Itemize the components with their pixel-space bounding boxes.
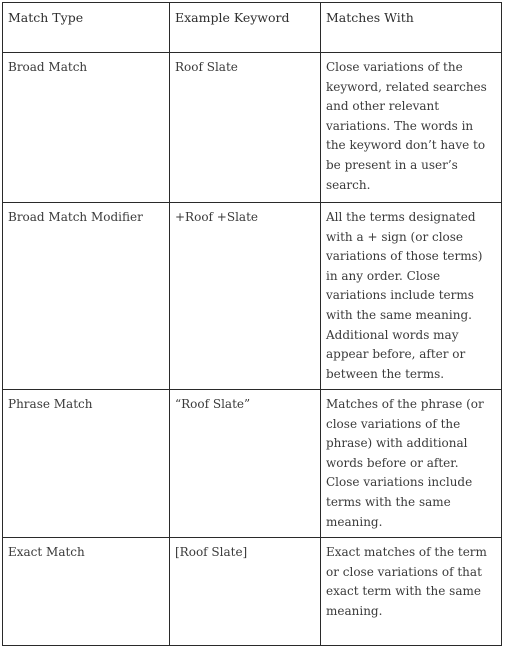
matches-with-cell: Matches of the phrase (or close variations of the phrase) with additional words before or after. Close variations include terms with the same meaning. bbox=[321, 390, 502, 538]
table-row bbox=[3, 390, 502, 538]
match-type-cell: Phrase Match bbox=[3, 390, 170, 538]
example-keyword-cell: [Roof Slate] bbox=[170, 538, 321, 646]
table-row bbox=[3, 203, 502, 390]
matches-with-cell: Close variations of the keyword, related searches and other relevant variations. The words in the keyword don’t have to be present in a user’s search. bbox=[321, 53, 502, 203]
match-type-cell: Broad Match Modifier bbox=[3, 203, 170, 390]
match-type-cell: Broad Match bbox=[3, 53, 170, 203]
table-row bbox=[3, 538, 502, 646]
header-match-type: Match Type bbox=[3, 3, 170, 53]
header-example-keyword: Example Keyword bbox=[170, 3, 321, 53]
table-header-row bbox=[3, 3, 502, 53]
header-matches-with: Matches With bbox=[321, 3, 502, 53]
example-keyword-cell: Roof Slate bbox=[170, 53, 321, 203]
match-type-cell: Exact Match bbox=[3, 538, 170, 646]
example-keyword-cell: “Roof Slate” bbox=[170, 390, 321, 538]
matches-with-cell: All the terms designated with a + sign (or close variations of those terms) in any order. Close variations include terms with the same meaning. Additional words may appear before, after or between the terms. bbox=[321, 203, 502, 390]
example-keyword-cell: +Roof +Slate bbox=[170, 203, 321, 390]
match-types-table bbox=[2, 2, 502, 646]
table-row bbox=[3, 53, 502, 203]
matches-with-cell: Exact matches of the term or close variations of that exact term with the same meaning. bbox=[321, 538, 502, 646]
